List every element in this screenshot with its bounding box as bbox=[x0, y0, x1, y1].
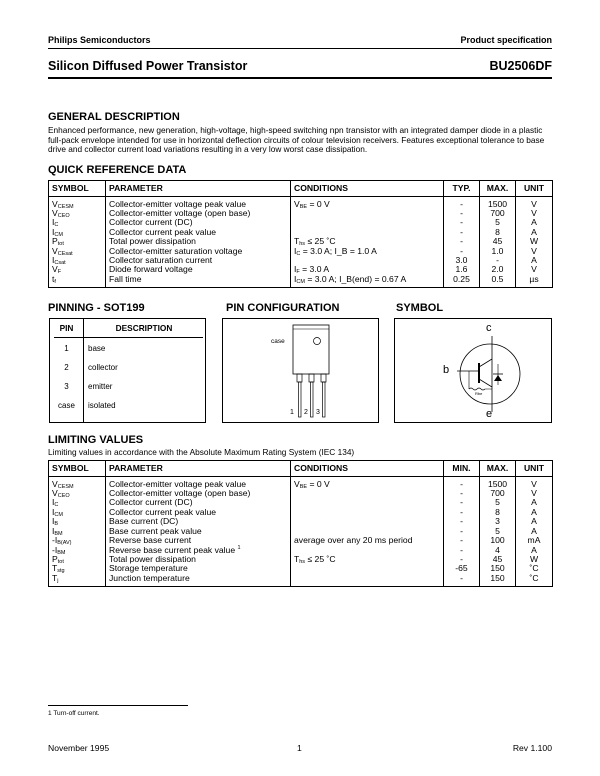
symbol: I bbox=[52, 506, 55, 517]
parameter: Collector current peak value bbox=[109, 226, 216, 237]
parameter: Reverse base current bbox=[109, 535, 192, 546]
quick-reference-table bbox=[48, 180, 553, 289]
unit-cell: V bbox=[516, 489, 553, 498]
symbol-subscript: tot bbox=[57, 241, 64, 248]
npn-transistor-damper-icon bbox=[395, 319, 551, 422]
condition: T bbox=[294, 553, 300, 564]
pin-configuration-heading: PIN CONFIGURATION bbox=[226, 302, 340, 315]
symbol: I bbox=[52, 497, 55, 508]
description-column-header: DESCRIPTION bbox=[115, 323, 173, 334]
max-cell: 700 bbox=[480, 209, 516, 218]
condition: I bbox=[294, 245, 297, 256]
symbol-subscript: BM bbox=[57, 549, 66, 556]
symbol-cell bbox=[49, 275, 106, 288]
parameter: Collector-emitter voltage (open base) bbox=[109, 488, 251, 499]
symbol-subscript: tot bbox=[57, 558, 64, 565]
max-cell: 45 bbox=[480, 555, 516, 564]
symbol-subscript: B(AV) bbox=[57, 540, 72, 547]
pin-3-label: 3 bbox=[316, 409, 320, 417]
limiting-values-table bbox=[48, 460, 553, 587]
pinning-heading: PINNING - SOT199 bbox=[48, 302, 145, 315]
condition-subscript: hs bbox=[299, 558, 306, 565]
quick-reference-heading: QUICK REFERENCE DATA bbox=[48, 163, 187, 176]
unit-cell: V bbox=[516, 209, 553, 218]
column-header: TYP. bbox=[444, 180, 480, 196]
condition-rest: = 3.0 A; I_B(end) = 0.67 A bbox=[304, 273, 407, 284]
parameter-cell bbox=[106, 574, 291, 587]
symbol: t bbox=[52, 273, 55, 284]
pinning-section bbox=[48, 302, 552, 424]
symbol-subscript: Csat bbox=[54, 259, 66, 266]
column-header: PARAMETER bbox=[106, 180, 291, 196]
symbol: -I bbox=[52, 544, 58, 555]
max-cell: 8 bbox=[480, 508, 516, 517]
symbol-cell bbox=[49, 508, 106, 517]
symbol-subscript: C bbox=[54, 502, 59, 509]
symbol-subscript: CEO bbox=[57, 212, 70, 219]
condition-rest: = 0 V bbox=[307, 478, 330, 489]
parameter: Storage temperature bbox=[109, 563, 188, 574]
content-flow bbox=[48, 111, 552, 587]
conditions-cell bbox=[291, 247, 444, 256]
pin-2-label: 2 bbox=[304, 409, 308, 417]
symbol: P bbox=[52, 236, 58, 247]
max-cell: 0.5 bbox=[480, 275, 516, 288]
typ-cell: - bbox=[444, 218, 480, 227]
max-cell: 4 bbox=[480, 546, 516, 555]
symbol-subscript: CESM bbox=[57, 203, 74, 210]
condition: average over any 20 ms period bbox=[294, 535, 413, 546]
condition: V bbox=[294, 198, 300, 209]
symbol-cell bbox=[49, 247, 106, 256]
symbol-subscript: CM bbox=[54, 231, 63, 238]
max-cell: 5 bbox=[480, 527, 516, 536]
typ-cell: - bbox=[444, 247, 480, 256]
case-label: case bbox=[271, 338, 285, 346]
max-cell: 45 bbox=[480, 237, 516, 246]
max-cell: 2.0 bbox=[480, 265, 516, 274]
unit-cell: V bbox=[516, 265, 553, 274]
conditions-cell bbox=[291, 275, 444, 288]
unit-cell: V bbox=[516, 196, 553, 209]
pin-description: base bbox=[88, 344, 106, 354]
condition: T bbox=[294, 236, 300, 247]
symbol: V bbox=[52, 264, 58, 275]
general-description-text: Enhanced performance, new generation, high-voltage, high-speed switching npn transistor with an integrated damper diode in a plastic full-pack envelope intended for use in horizontal deflection circuits of colour television receivers. Features exceptional tolerance to base drive and collector current load variations resulting in a very low worst case dissipation. bbox=[48, 125, 545, 154]
unit-cell: A bbox=[516, 508, 553, 517]
column-header: UNIT bbox=[516, 180, 553, 196]
condition-subscript: CM bbox=[296, 278, 305, 285]
parameter: Diode forward voltage bbox=[109, 264, 193, 275]
unit-cell: A bbox=[516, 498, 553, 507]
condition-rest: = 3.0 A; I_B = 1.0 A bbox=[300, 245, 377, 256]
parameter: Collector current (DC) bbox=[109, 497, 193, 508]
document-title: Silicon Diffused Power Transistor bbox=[48, 59, 248, 73]
parameter: Collector-emitter voltage peak value bbox=[109, 198, 247, 209]
symbol-subscript: B bbox=[54, 521, 59, 528]
conditions-cell bbox=[291, 209, 444, 218]
collector-label: c bbox=[486, 322, 492, 335]
symbol-cell bbox=[49, 265, 106, 274]
condition-rest: = 3.0 A bbox=[299, 264, 330, 275]
symbol-cell bbox=[49, 218, 106, 227]
symbol-subscript: stg bbox=[57, 568, 65, 575]
pin-number: case bbox=[58, 401, 75, 411]
unit-cell: A bbox=[516, 256, 553, 265]
symbol-cell bbox=[49, 498, 106, 507]
parameter: Base current peak value bbox=[109, 525, 202, 536]
limiting-values-subtitle: Limiting values in accordance with the Absolute Maximum Rating System (IEC 134) bbox=[48, 447, 355, 458]
document-type: Product specification bbox=[460, 35, 552, 45]
parameter: Collector-emitter voltage peak value bbox=[109, 478, 247, 489]
symbol-cell bbox=[49, 574, 106, 587]
typ-cell: 3.0 bbox=[444, 256, 480, 265]
conditions-cell bbox=[291, 498, 444, 507]
symbol: T bbox=[52, 563, 58, 574]
parameter: Collector saturation current bbox=[109, 254, 213, 265]
max-cell: 150 bbox=[480, 564, 516, 573]
unit-cell: A bbox=[516, 517, 553, 526]
max-cell: 700 bbox=[480, 489, 516, 498]
company-name: Philips Semiconductors bbox=[48, 35, 151, 45]
condition: I bbox=[294, 273, 297, 284]
symbol-subscript: CM bbox=[54, 511, 63, 518]
parameter-cell bbox=[106, 275, 291, 288]
unit-cell: µs bbox=[516, 275, 553, 288]
symbol: I bbox=[52, 254, 55, 265]
limiting-values-heading: LIMITING VALUES bbox=[48, 434, 144, 447]
min-cell: - bbox=[444, 555, 480, 564]
parameter: Collector-emitter saturation voltage bbox=[109, 245, 243, 256]
max-cell: 100 bbox=[480, 536, 516, 545]
conditions-cell bbox=[291, 218, 444, 227]
unit-cell: ˚C bbox=[516, 564, 553, 573]
symbol: -I bbox=[52, 535, 58, 546]
parameter: Collector-emitter voltage (open base) bbox=[109, 207, 251, 218]
footer-revision: Rev 1.100 bbox=[512, 743, 552, 753]
condition-subscript: BE bbox=[299, 203, 308, 210]
transistor-symbol-diagram bbox=[394, 318, 552, 423]
max-cell: 5 bbox=[480, 498, 516, 507]
base-label: b bbox=[443, 364, 450, 377]
symbol-subscript: f bbox=[54, 278, 56, 285]
symbol-subscript: BM bbox=[54, 530, 63, 537]
column-header: PARAMETER bbox=[106, 460, 291, 476]
symbol: I bbox=[52, 226, 55, 237]
table-row bbox=[49, 275, 553, 288]
typ-cell: - bbox=[444, 237, 480, 246]
pin-description: isolated bbox=[88, 401, 116, 411]
rbe-label: Rbe bbox=[475, 391, 483, 397]
symbol-subscript: CEsat bbox=[57, 250, 73, 257]
unit-cell: W bbox=[516, 237, 553, 246]
symbol-cell bbox=[49, 489, 106, 498]
unit-cell: V bbox=[516, 247, 553, 256]
pin-description: collector bbox=[88, 363, 118, 373]
pin-configuration-diagram bbox=[222, 318, 379, 423]
unit-cell: A bbox=[516, 218, 553, 227]
unit-cell: A bbox=[516, 546, 553, 555]
typ-cell: - bbox=[444, 228, 480, 237]
condition-rest: ≤ 25 ˚C bbox=[305, 553, 336, 564]
symbol-cell bbox=[49, 209, 106, 218]
column-header: CONDITIONS bbox=[291, 180, 444, 196]
column-header: SYMBOL bbox=[49, 460, 106, 476]
parameter: Fall time bbox=[109, 273, 142, 284]
max-cell: - bbox=[480, 256, 516, 265]
pin-number: 3 bbox=[64, 382, 69, 392]
unit-cell: ˚C bbox=[516, 574, 553, 587]
conditions-cell bbox=[291, 564, 444, 573]
symbol: I bbox=[52, 217, 55, 228]
min-cell: - bbox=[444, 498, 480, 507]
condition: V bbox=[294, 478, 300, 489]
symbol: V bbox=[52, 488, 58, 499]
column-header: MIN. bbox=[444, 460, 480, 476]
footnote-ref: 1 bbox=[237, 544, 241, 551]
min-cell: - bbox=[444, 574, 480, 587]
conditions-cell bbox=[291, 508, 444, 517]
table-row bbox=[49, 574, 553, 587]
unit-cell: A bbox=[516, 228, 553, 237]
unit-cell: W bbox=[516, 555, 553, 564]
parameter: Collector current (DC) bbox=[109, 217, 193, 228]
symbol: T bbox=[52, 572, 58, 583]
conditions-cell bbox=[291, 517, 444, 526]
pin-number: 2 bbox=[64, 363, 69, 373]
parameter: Junction temperature bbox=[109, 572, 190, 583]
symbol-subscript: CESM bbox=[57, 483, 74, 490]
unit-cell: mA bbox=[516, 536, 553, 545]
page-number: 1 bbox=[297, 743, 302, 753]
min-cell: -65 bbox=[444, 564, 480, 573]
symbol: I bbox=[52, 525, 55, 536]
parameter: Base current (DC) bbox=[109, 516, 179, 527]
max-cell: 1.0 bbox=[480, 247, 516, 256]
parameter: Collector current peak value bbox=[109, 506, 216, 517]
max-cell: 1500 bbox=[480, 476, 516, 489]
max-cell: 5 bbox=[480, 218, 516, 227]
divider bbox=[48, 77, 552, 79]
min-cell: - bbox=[444, 536, 480, 545]
footnote bbox=[48, 710, 100, 718]
symbol: V bbox=[52, 207, 58, 218]
conditions-cell bbox=[291, 555, 444, 564]
symbol-subscript: j bbox=[57, 577, 59, 584]
typ-cell: - bbox=[444, 209, 480, 218]
symbol-heading: SYMBOL bbox=[396, 302, 444, 315]
typ-cell: - bbox=[444, 196, 480, 209]
max-cell: 3 bbox=[480, 517, 516, 526]
conditions-cell bbox=[291, 536, 444, 545]
symbol: I bbox=[52, 516, 55, 527]
parameter: Total power dissipation bbox=[109, 236, 196, 247]
max-cell: 1500 bbox=[480, 196, 516, 209]
condition-subscript: F bbox=[296, 269, 300, 276]
symbol: V bbox=[52, 245, 58, 256]
emitter-label: e bbox=[486, 408, 493, 421]
column-header: MAX. bbox=[480, 180, 516, 196]
column-header: SYMBOL bbox=[49, 180, 106, 196]
conditions-cell bbox=[291, 196, 444, 209]
symbol: V bbox=[52, 198, 58, 209]
conditions-cell bbox=[291, 489, 444, 498]
pin-description: emitter bbox=[88, 382, 113, 392]
min-cell: - bbox=[444, 476, 480, 489]
condition-rest: = 0 V bbox=[307, 198, 330, 209]
column-header: MAX. bbox=[480, 460, 516, 476]
pinning-table bbox=[49, 318, 206, 423]
symbol-subscript: CEO bbox=[57, 493, 70, 500]
typ-cell: 1.6 bbox=[444, 265, 480, 274]
unit-cell: V bbox=[516, 476, 553, 489]
condition: I bbox=[294, 264, 297, 275]
min-cell: - bbox=[444, 489, 480, 498]
column-header: CONDITIONS bbox=[291, 460, 444, 476]
max-cell: 8 bbox=[480, 228, 516, 237]
parameter: Reverse base current peak value bbox=[109, 544, 236, 555]
max-cell: 150 bbox=[480, 574, 516, 587]
condition-subscript: hs bbox=[299, 241, 306, 248]
symbol-subscript: C bbox=[54, 222, 59, 229]
column-header: UNIT bbox=[516, 460, 553, 476]
divider bbox=[48, 48, 552, 49]
pin-column-header: PIN bbox=[59, 323, 74, 334]
pin-number: 1 bbox=[64, 344, 69, 354]
symbol: P bbox=[52, 553, 58, 564]
pin-1-label: 1 bbox=[290, 409, 294, 417]
footnote-mark: 1 bbox=[48, 710, 52, 717]
min-cell: - bbox=[444, 517, 480, 526]
min-cell: - bbox=[444, 508, 480, 517]
conditions-cell bbox=[291, 574, 444, 587]
general-description-heading: GENERAL DESCRIPTION bbox=[48, 111, 180, 123]
footnote-divider bbox=[48, 705, 188, 706]
symbol-subscript: F bbox=[57, 269, 62, 276]
unit-cell: A bbox=[516, 527, 553, 536]
package-outline-icon bbox=[223, 319, 378, 422]
footnote-text: Turn-off current. bbox=[53, 710, 100, 717]
typ-cell: 0.25 bbox=[444, 275, 480, 288]
parameter: Total power dissipation bbox=[109, 553, 196, 564]
min-cell: - bbox=[444, 546, 480, 555]
part-number: BU2506DF bbox=[489, 59, 552, 73]
symbol-cell bbox=[49, 517, 106, 526]
condition-rest: ≤ 25 ˚C bbox=[305, 236, 336, 247]
footer-date: November 1995 bbox=[48, 743, 110, 753]
min-cell: - bbox=[444, 527, 480, 536]
condition-subscript: C bbox=[296, 250, 301, 257]
conditions-cell bbox=[291, 476, 444, 489]
condition-subscript: BE bbox=[299, 483, 308, 490]
symbol: V bbox=[52, 478, 58, 489]
